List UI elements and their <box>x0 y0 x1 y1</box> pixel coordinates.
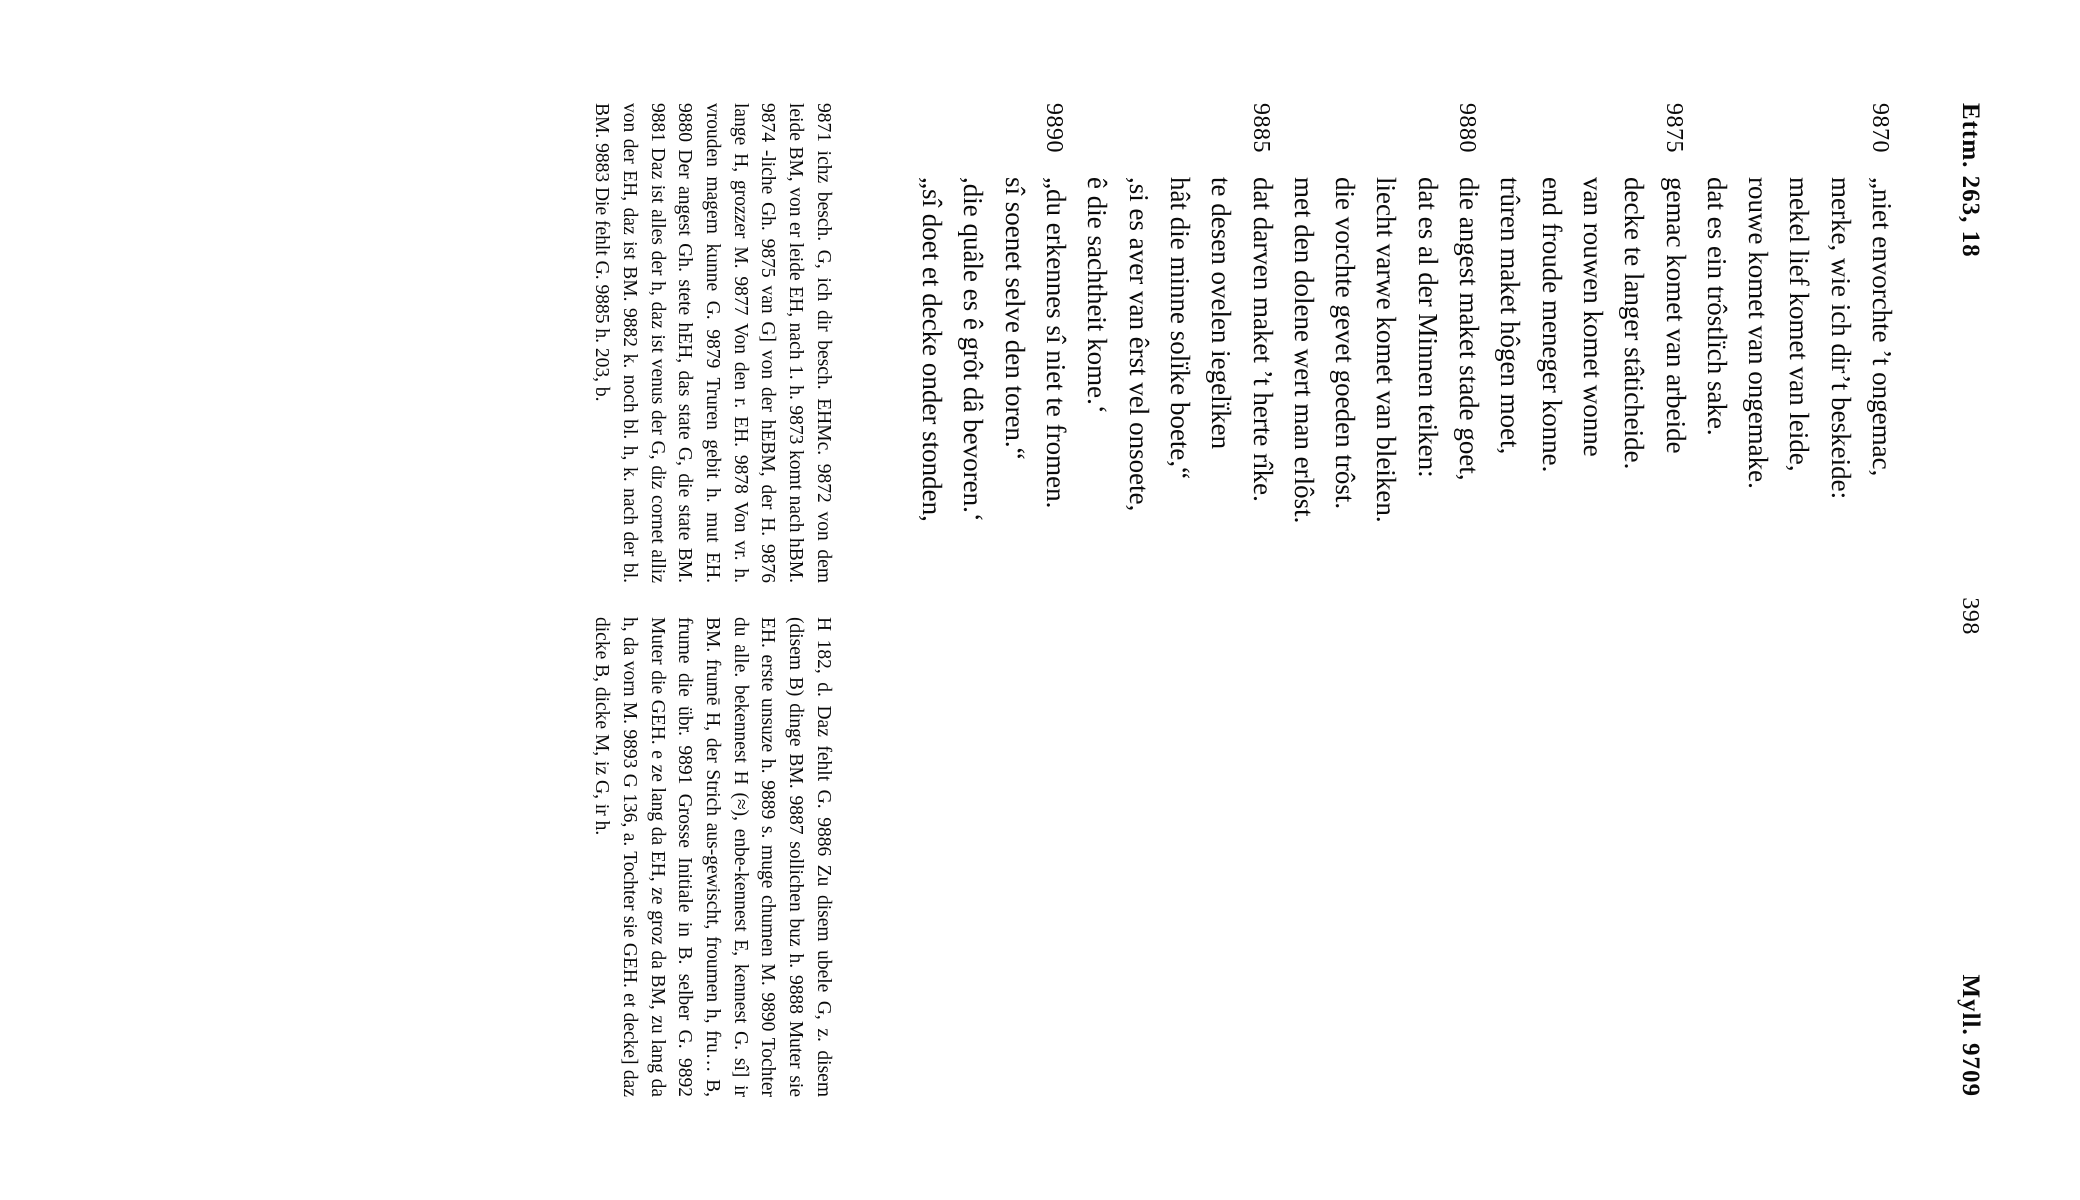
verse-text: dat darven maket ’t herte rîke. <box>1247 177 1278 502</box>
verse-line <box>1654 103 1695 1097</box>
verse-text: mekel lief komet van leide, <box>1784 177 1815 472</box>
verse-line <box>1365 103 1406 1097</box>
verse-line <box>1778 103 1819 1097</box>
verse-line <box>1613 103 1654 1097</box>
verse-number: 9885 <box>1247 103 1274 153</box>
verse-line <box>1696 103 1737 1097</box>
verse-number: 9875 <box>1660 103 1687 153</box>
verse-text: die vorchte gevet goeden trôst. <box>1330 177 1361 510</box>
verse-text: gemac komet van arbeide <box>1660 177 1691 454</box>
running-head-left: Ettm. 263, 18 <box>1957 103 1984 258</box>
verse-text: „niet envorchte ’t ongemac, <box>1867 177 1897 477</box>
verse-line <box>1819 103 1860 1097</box>
verse-line <box>1572 103 1613 1097</box>
verse-line <box>1200 103 1241 1097</box>
verse-line <box>1241 103 1282 1097</box>
verse-number: 9870 <box>1867 103 1893 153</box>
verse-text: trûren maket hôgen moet, <box>1495 177 1526 455</box>
apparatus-text-2: H 182, d. Daz fehlt G. 9886 Zu disem ubele G, z. disem (disem B) dinge BM. 9887 sollichen buz h. 9888 Muter sie EH. erste unsuze h. 9889 s. muge chumen M. 9890 Tochter du alle. bekennest H (≈), enbe-kennest E, kennest G. sî] ir BM. frumē H, der Strich aus-gewischt, froumen h, fru… B, frume die übr. 9891 Grosse Initiale in B. selber G. 9892 Muter die GEH. e ze lang da EH, ze groz da BM, zu lang da h, da vorn M. 9893 G 136, a. Tochter sie GEH. et decke] daz dicke B, dicke M, iz G, ir h. <box>591 617 834 1097</box>
verse-line <box>1324 103 1365 1097</box>
verse-line <box>1861 103 1902 1097</box>
verse-line <box>1076 103 1117 1097</box>
scanned-page <box>60 45 2020 1155</box>
verse-text: ,si es aver van êrst vel onsoete, <box>1123 177 1154 512</box>
verse-text: hât die minne solïke boete,“ <box>1164 177 1195 480</box>
verse-text: rouwe komet van ongemake. <box>1743 177 1774 489</box>
critical-apparatus <box>588 45 837 1155</box>
apparatus-column-2 <box>588 617 837 1097</box>
verse-line <box>1737 103 1778 1097</box>
verse-text: te desen ovelen iegelïken <box>1206 177 1237 450</box>
verse-line <box>1035 103 1076 1097</box>
verse-number: 9890 <box>1041 103 1068 153</box>
verse-text: dat es al der Minnen teiken: <box>1412 177 1443 478</box>
verse-line <box>1159 103 1200 1097</box>
verse-text: van rouwen komet wonne <box>1577 177 1608 457</box>
verse-text: „du erkennes sî niet te fromen. <box>1041 177 1072 509</box>
verse-text: ê die sachtheit kome.‘ <box>1082 177 1113 414</box>
verse-line <box>993 103 1034 1097</box>
verse-line <box>1489 103 1530 1097</box>
running-head-right: Myll. 9709 <box>1957 974 1984 1097</box>
verse-line <box>1406 103 1447 1097</box>
verse-text: liecht varwe komet van bleiken. <box>1371 177 1402 523</box>
page-number: 398 <box>1957 597 1983 635</box>
verse-line <box>911 103 952 1097</box>
verse-line <box>952 103 993 1097</box>
verse-text: dat es ein trôstlïch sake. <box>1701 177 1732 436</box>
apparatus-text-1: 9871 ichz besch. G, ich dir besch. EHMc. 9872 von dem leide BM, von er leide EH, nach 1. h. 9873 komt nach hBM. 9874 -liche Gh. 9875 van G] von der hEBM, der H. 9876 lange H, grozzer M. 9877 Von den r. EH. 9878 Von vr. h. vrouden magem kunne G. 9879 Truren gebit h. mut EH. 9880 Der angest Gh. stete hEH, das state G, die state BM. 9881 Daz ist alles der h, daz ist venus der G, diz cornet alliz von der EH, daz ist BM. 9882 k. noch bl. h, k. nach der bl. BM. 9883 Die fehlt G. 9885 h. 203, b. <box>591 103 834 583</box>
verse-line <box>1448 103 1489 1097</box>
verse-text: ,die quâle es ê grôt dâ bevoren.‘ <box>958 177 989 522</box>
verse-text: decke te langer stâticheide. <box>1619 177 1650 470</box>
verse-text: die angest maket stade goet, <box>1454 177 1485 481</box>
verse-line <box>1117 103 1158 1097</box>
running-head <box>1956 45 2020 1155</box>
verse-text: end froude meneger konne. <box>1536 177 1567 473</box>
verse-text: sî soenet selve den toren.“ <box>999 177 1030 460</box>
verse-line <box>1530 103 1571 1097</box>
apparatus-column-1 <box>588 103 837 583</box>
verse-line <box>1283 103 1324 1097</box>
verse-number: 9880 <box>1454 103 1481 153</box>
verse-block <box>911 45 1902 1155</box>
verse-text: met den dolene wert man erlôst. <box>1288 177 1319 524</box>
verse-text: merke, wie ich dir’t beskeide: <box>1825 177 1856 500</box>
verse-text: „sî doet et decke onder stonden, <box>917 177 948 522</box>
